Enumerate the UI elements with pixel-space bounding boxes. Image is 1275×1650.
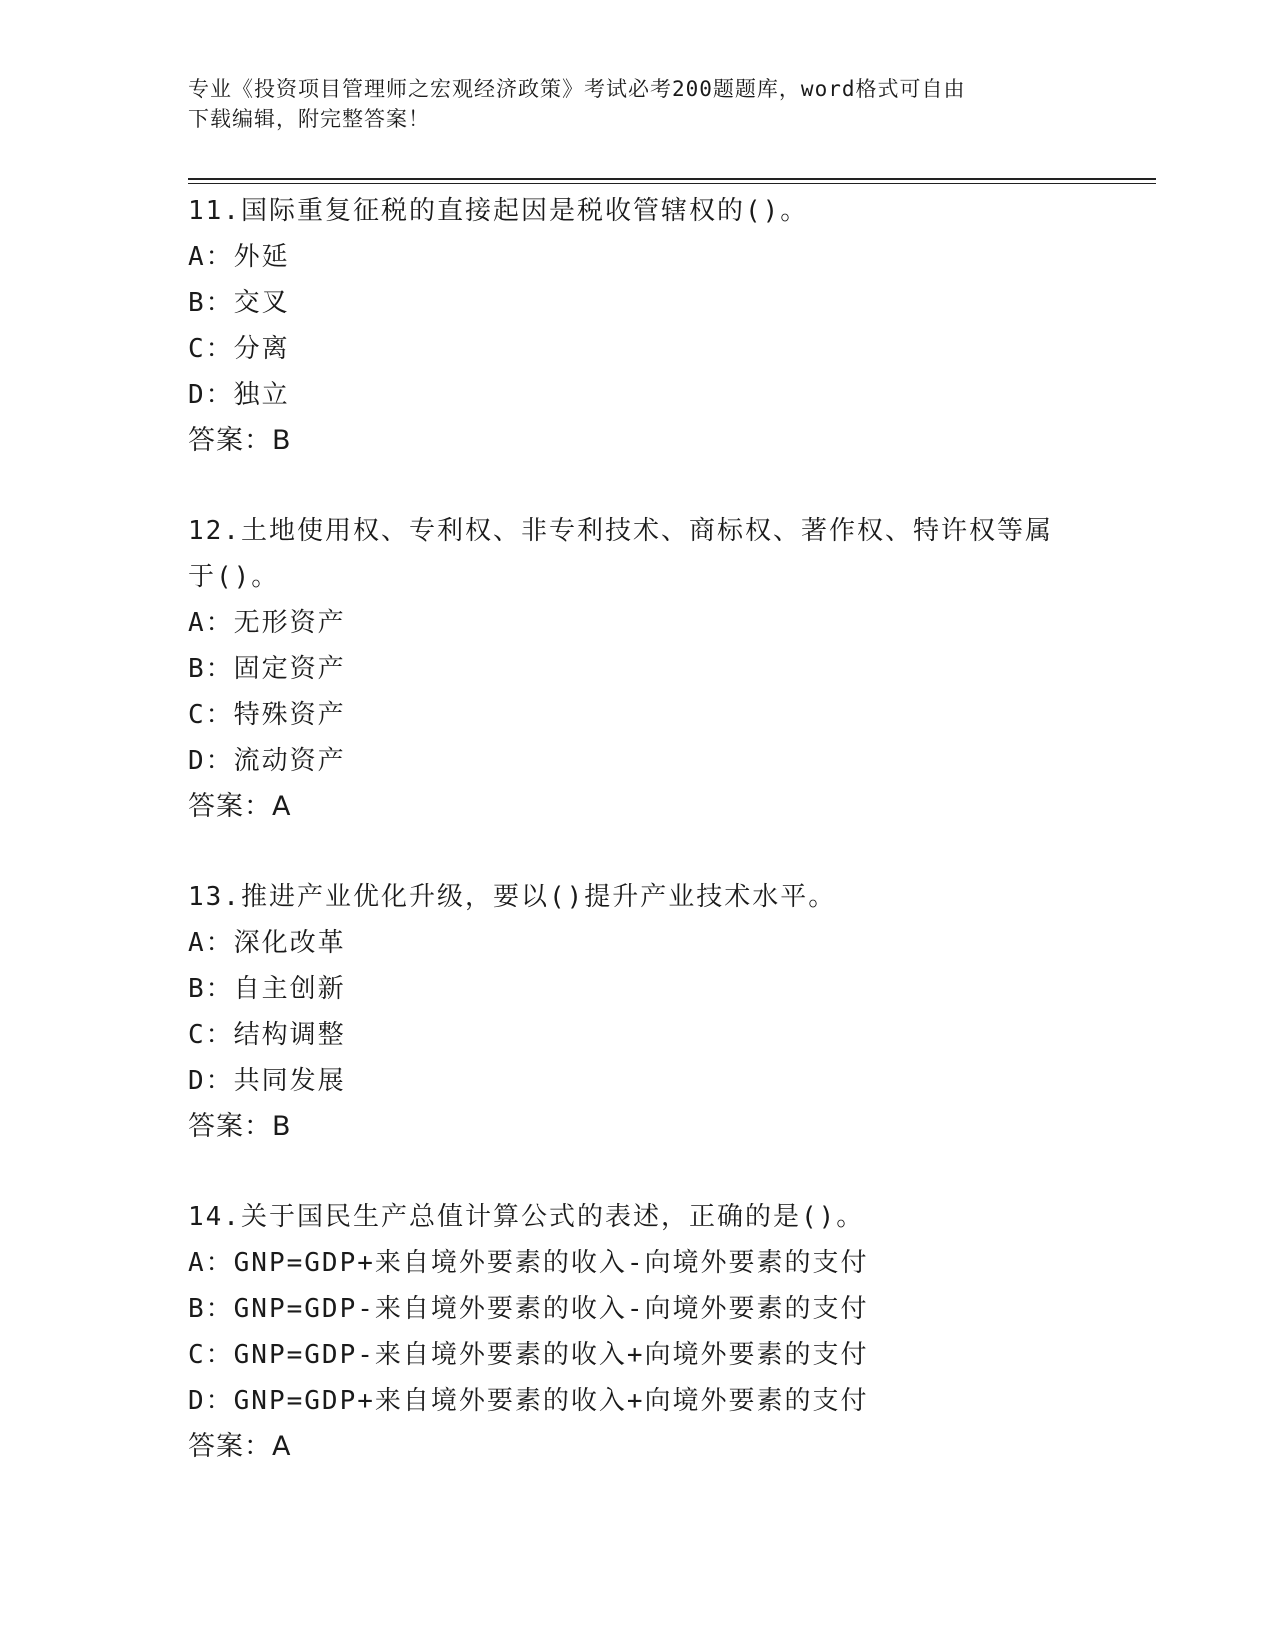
option-d: D：流动资产 [188, 746, 346, 776]
option-c: C：GNP=GDP-来自境外要素的收入+向境外要素的支付 [188, 1340, 869, 1370]
header-divider-thick [188, 178, 1156, 180]
answer-line: 答案：B [188, 1111, 292, 1142]
option-d: D：独立 [188, 380, 290, 410]
question-stem: 13.推进产业优化升级，要以()提升产业技术水平。 [188, 882, 837, 912]
question-14 [188, 1194, 1088, 1470]
option-c: C：分离 [188, 334, 290, 364]
question-stem: 14.关于国民生产总值计算公式的表述，正确的是()。 [188, 1202, 865, 1232]
question-12 [188, 508, 1088, 830]
header-line-1: 专业《投资项目管理师之宏观经济政策》考试必考200题题库，word格式可自由 [188, 77, 966, 101]
question-stem-line-2: 于()。 [188, 562, 280, 592]
answer-line: 答案：A [188, 1431, 292, 1462]
option-a: A：深化改革 [188, 928, 346, 958]
option-c: C：特殊资产 [188, 700, 346, 730]
answer-line: 答案：B [188, 425, 292, 456]
option-b: B：固定资产 [188, 654, 346, 684]
question-stem: 11.国际重复征税的直接起因是税收管辖权的()。 [188, 196, 809, 226]
header-divider-thin [188, 183, 1156, 184]
option-a: A：GNP=GDP+来自境外要素的收入-向境外要素的支付 [188, 1248, 869, 1278]
question-list [188, 188, 1088, 1514]
document-header [188, 74, 1088, 134]
answer-line: 答案：A [188, 791, 292, 822]
question-stem-line-1: 12.土地使用权、专利权、非专利技术、商标权、著作权、特许权等属 [188, 516, 1053, 546]
option-d: D：共同发展 [188, 1066, 346, 1096]
option-a: A：外延 [188, 242, 290, 272]
question-13 [188, 874, 1088, 1150]
option-d: D：GNP=GDP+来自境外要素的收入+向境外要素的支付 [188, 1386, 869, 1416]
option-c: C：结构调整 [188, 1020, 346, 1050]
option-b: B：交叉 [188, 288, 290, 318]
option-b: B：自主创新 [188, 974, 346, 1004]
option-b: B：GNP=GDP-来自境外要素的收入-向境外要素的支付 [188, 1294, 869, 1324]
option-a: A：无形资产 [188, 608, 346, 638]
header-line-2: 下载编辑，附完整答案！ [188, 107, 430, 131]
question-11 [188, 188, 1088, 464]
